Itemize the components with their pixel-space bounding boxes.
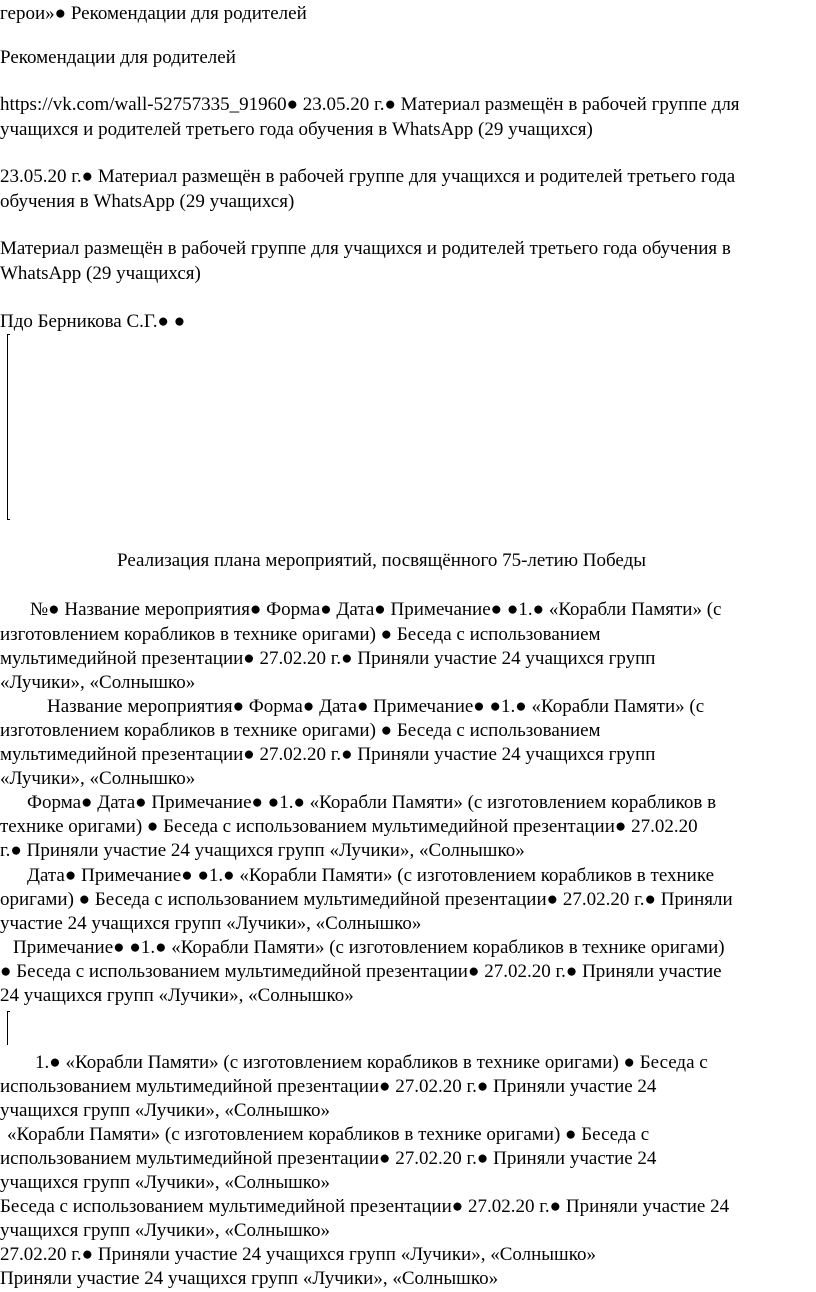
text-line: Приняли участие 24 учащихся групп «Лучики», «Солнышко» (0, 1268, 499, 1289)
text-line: Дата● Примечание● ●1.● «Корабли Памяти» (с изготовлением корабликов в технике (27, 865, 715, 886)
vertical-rule-cap (7, 519, 10, 520)
text-line: Материал размещён в рабочей группе для учащихся и родителей третьего года обучения в (0, 238, 731, 259)
vertical-rule (7, 334, 8, 520)
author-line: Пдо Берникова С.Г.● ● (0, 311, 186, 332)
vertical-rule-cap (7, 1011, 10, 1012)
text-line: 27.02.20 г.● Приняли участие 24 учащихся групп «Лучики», «Солнышко» (0, 1244, 596, 1265)
text-line: 1.● «Корабли Памяти» (с изготовлением корабликов в технике оригами) ● Беседа с (35, 1052, 708, 1073)
text-line-recommendations: Рекомендации для родителей (0, 47, 236, 68)
vertical-rule-cap (7, 334, 10, 335)
text-line: Форма● Дата● Примечание● ●1.● «Корабли Памяти» (с изготовлением корабликов в (27, 792, 717, 813)
text-line: технике оригами) ● Беседа с использованием мультимедийной презентации● 27.02.20 (0, 816, 698, 837)
text-line: Беседа с использованием мультимедийной презентации● 27.02.20 г.● Приняли участие 24 (0, 1196, 730, 1217)
text-line: изготовлением корабликов в технике оригами) ● Беседа с использованием (0, 624, 601, 645)
text-line: WhatsApp (29 учащихся) (0, 263, 201, 284)
text-line: участие 24 учащихся групп «Лучики», «Солнышко» (0, 913, 422, 934)
text-line: №● Название мероприятия● Форма● Дата● Примечание● ●1.● «Корабли Памяти» (с (30, 599, 722, 620)
text-line: учащихся и родителей третьего года обучения в WhatsApp (29 учащихся) (0, 119, 593, 140)
text-line: ● Беседа с использованием мультимедийной презентации● 27.02.20 г.● Приняли участие (0, 961, 722, 982)
text-line: 24 учащихся групп «Лучики», «Солнышко» (0, 985, 354, 1006)
text-line: учащихся групп «Лучики», «Солнышко» (0, 1172, 331, 1193)
text-line: изготовлением корабликов в технике оригами) ● Беседа с использованием (0, 720, 601, 741)
text-line-link: https://vk.com/wall-52757335_91960● 23.05.20 г.● Материал размещён в рабочей группе для (0, 94, 740, 115)
text-line: учащихся групп «Лучики», «Солнышко» (0, 1220, 331, 1241)
text-line: использованием мультимедийной презентации● 27.02.20 г.● Приняли участие 24 (0, 1076, 657, 1097)
text-line: обучения в WhatsApp (29 учащихся) (0, 191, 295, 212)
text-line: 23.05.20 г.● Материал размещён в рабочей группе для учащихся и родителей третьего года (0, 166, 736, 187)
text-line-title-tail: герои»● Рекомендации для родителей (0, 3, 307, 24)
text-line: использованием мультимедийной презентации● 27.02.20 г.● Приняли участие 24 (0, 1148, 657, 1169)
text-line: «Корабли Памяти» (с изготовлением корабликов в технике оригами) ● Беседа с (7, 1124, 650, 1145)
page-heading: Реализация плана мероприятий, посвящённого 75-летию Победы (117, 550, 647, 571)
text-line: мультимедийной презентации● 27.02.20 г.● Приняли участие 24 учащихся групп (0, 744, 656, 765)
text-line: учащихся групп «Лучики», «Солнышко» (0, 1100, 331, 1121)
text-line: Название мероприятия● Форма● Дата● Примечание● ●1.● «Корабли Памяти» (с (47, 696, 705, 717)
text-line: «Лучики», «Солнышко» (0, 768, 196, 789)
text-line: Примечание● ●1.● «Корабли Памяти» (с изготовлением корабликов в технике оригами) (13, 937, 725, 958)
text-line: г.● Приняли участие 24 учащихся групп «Лучики», «Солнышко» (0, 840, 525, 861)
text-line: оригами) ● Беседа с использованием мультимедийной презентации● 27.02.20 г.● Приняли (0, 889, 733, 910)
text-line: мультимедийной презентации● 27.02.20 г.● Приняли участие 24 учащихся групп (0, 648, 656, 669)
vertical-rule (7, 1011, 8, 1045)
text-line: «Лучики», «Солнышко» (0, 672, 196, 693)
